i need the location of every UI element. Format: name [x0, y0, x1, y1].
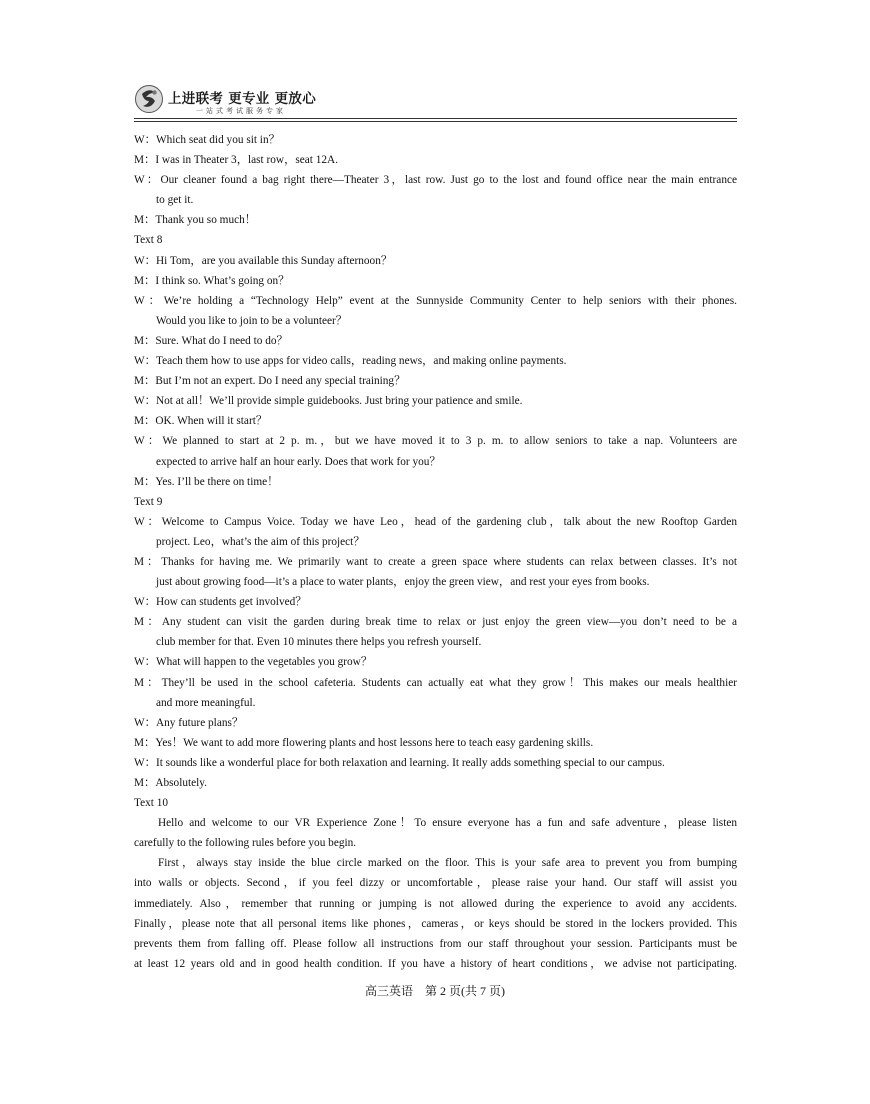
transcript-line: immediately. Also，remember that running or jumping is not allowed during the experience to avoid any accidents. — [134, 897, 737, 910]
page-header — [134, 84, 737, 122]
transcript-line: prevents them from falling off. Please follow all instructions from our staff throughout your session. Participants must be — [134, 937, 737, 950]
header-rule-thick — [134, 118, 737, 119]
transcript-line: W：We planned to start at 2 p. m.，but we have moved it to 3 p. m. to allow seniors to take a nap. Volunteers are — [134, 435, 737, 448]
transcript-line: Text 8 — [134, 234, 163, 247]
transcript-line: into walls or objects. Second，if you feel dizzy or uncomfortable，please raise your hand. Our staff will assist you — [134, 877, 737, 890]
transcript-line: W：Our cleaner found a bag right there—Theater 3，last row. Just go to the lost and found office near the main entrance — [134, 174, 737, 187]
transcript-line: M：They’ll be used in the school cafeteria. Students can actually eat what they grow！This makes our meals healthier — [134, 676, 737, 689]
transcript-line: just about growing food—it’s a place to water plants，enjoy the green view，and rest your eyes from books. — [156, 576, 650, 589]
transcript-line: expected to arrive half an hour early. Does that work for you？ — [156, 455, 441, 468]
header-rule-thin — [134, 121, 737, 122]
transcript-body — [134, 130, 737, 974]
transcript-line: at least 12 years old and in good health condition. If you have a history of heart conditions，we advise not participating. — [134, 957, 737, 970]
transcript-line: W：We’re holding a “Technology Help” event at the Sunnyside Community Center to help seniors with their phones. — [134, 294, 737, 307]
brand-logo-icon — [134, 84, 164, 114]
transcript-line: project. Leo，what’s the aim of this project？ — [156, 535, 365, 548]
transcript-line: Finally，please note that all personal items like phones，cameras，or keys should be stored in the lockers provided. This — [134, 917, 737, 930]
transcript-line: M：But I’m not an expert. Do I need any special training？ — [134, 375, 406, 388]
transcript-line: and more meaningful. — [156, 696, 256, 709]
transcript-line: to get it. — [156, 194, 194, 207]
transcript-line: M：Absolutely. — [134, 777, 208, 789]
transcript-line: M：OK. When will it start？ — [134, 415, 268, 428]
transcript-line: W：Not at all！We’ll provide simple guidebooks. Just bring your patience and smile. — [134, 395, 523, 408]
header-sub-slogan: 一站式考试服务专家 — [196, 107, 286, 115]
transcript-line: W：What will happen to the vegetables you grow？ — [134, 656, 373, 669]
transcript-line: M：I was in Theater 3，last row，seat 12A. — [134, 154, 339, 167]
transcript-line: club member for that. Even 10 minutes there helps you refresh yourself. — [156, 636, 482, 649]
transcript-line: Would you like to join to be a volunteer？ — [156, 314, 348, 327]
transcript-line: M：Thanks for having me. We primarily want to create a green space where students can relax between classes. It’s not — [134, 555, 737, 568]
transcript-line: Text 9 — [134, 495, 163, 508]
transcript-line: M：Any student can visit the garden during break time to relax or just enjoy the green view—you don’t need to be a — [134, 616, 737, 629]
transcript-line: W：Welcome to Campus Voice. Today we have Leo，head of the gardening club，talk about the new Rooftop Garden — [134, 515, 737, 528]
transcript-line: M：Sure. What do I need to do？ — [134, 334, 288, 347]
transcript-line: First，always stay inside the blue circle marked on the floor. This is your safe area to prevent you from bumping — [158, 857, 737, 870]
transcript-line: M：Yes！We want to add more flowering plants and host lessons here to teach easy gardening skills. — [134, 736, 594, 749]
transcript-line: M：I think so. What’s going on？ — [134, 274, 290, 287]
transcript-line: W：It sounds like a wonderful place for both relaxation and learning. It really adds something special to our campus. — [134, 756, 665, 769]
transcript-line: M：Yes. I’ll be there on time！ — [134, 475, 279, 488]
transcript-line: W：How can students get involved？ — [134, 596, 307, 609]
transcript-line: W：Any future plans？ — [134, 716, 244, 729]
transcript-line: Text 10 — [134, 797, 169, 810]
page-footer: 高三英语 第 2 页(共 7 页) — [365, 984, 505, 998]
transcript-line: W：Teach them how to use apps for video calls，reading news，and making online payments. — [134, 355, 567, 368]
transcript-line: Hello and welcome to our VR Experience Zone！To ensure everyone has a fun and safe adventure，please listen — [158, 817, 737, 830]
transcript-line: W：Which seat did you sit in？ — [134, 134, 280, 146]
transcript-line: W：Hi Tom，are you available this Sunday afternoon？ — [134, 254, 393, 267]
transcript-line: carefully to the following rules before you begin. — [134, 837, 357, 850]
header-slogan: 上进联考 更专业 更放心 — [168, 91, 316, 107]
transcript-line: M：Thank you so much！ — [134, 214, 257, 227]
